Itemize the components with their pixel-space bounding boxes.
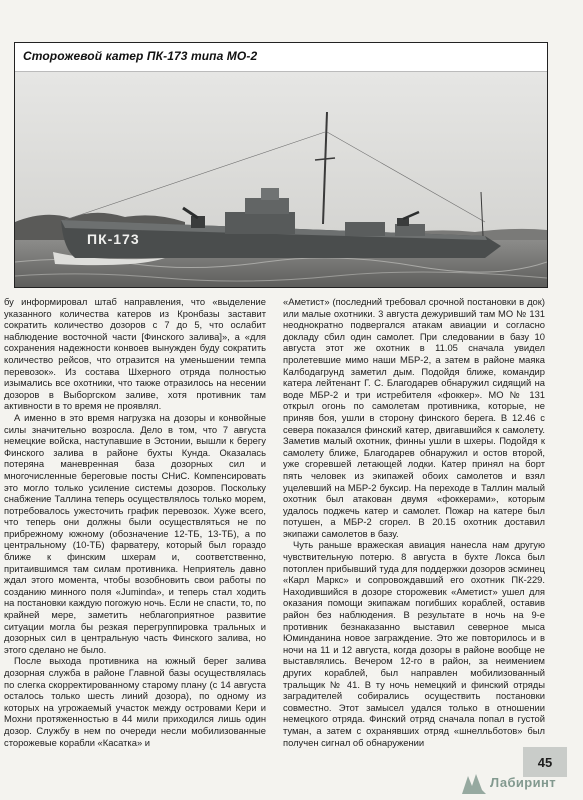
paragraph: А именно в это время нагрузка на дозоры и конвойные силы значительно возросла. Дело в том, что 7 августа немецкие войска, наступавшие в Эстонии, вышли к берегу Финского залива в районе бухты Кунда. Оказалась потеряна маневренная база дозорных сил и многочисленные береговые посты СНиС. Компенсировать это могло только усиление системы дозоров. Поскольку снабжение Таллина теперь осуществлялось только морем, потребовалось ужесточить график перевозок. Хуже всего, что теперь они должны были осуществляться не по прибрежному южному (обозначение 12-ТБ, 13-ТБ), а по центральному (10-ТБ) фарватеру, который был гораздо ближе к финским шхерам и, соответственно, притаившимся там силам противника. Неприятель давно ждал этого момента, чтобы возобновить свои работы по созданию минного поля «Juminda», и теперь стал ходить на постановки каждую погожую ночь. Если не спасти, то, по крайней мере, заметить неблагоприятное развитие ситуации могла бы резкая перегруппировка тральных и дозорных сил в центральную часть Финского залива, но этого сделано не было. — [4, 411, 266, 655]
paragraph: После выхода противника на южный берег залива дозорная служба в районе Главной базы осуществлялась по слегка скорректированному старому плану (с 14 августа осталось только шесть линий дозора), по одному из которых на угрожаемый участок между островами Кери и Мохни протяженностью в 44 мили приходился лишь один дозор. Службу в нем по очереди несли мобилизованные сторожевые корабли «Касатка» и — [4, 655, 266, 748]
paragraph: Чуть раньше вражеская авиация нанесла нам другую чувствительную потерю. 8 августа в бухте Локса был потоплен прибывший туда для поддержки дозоров эсминец «Карл Маркс» и сопровождавший его охотник ПК-229. Находившийся в дозоре сторожевик «Аметист» ушел для оказания помощи экипажам погибших кораблей, оставив район без наблюдения. В результате в ночь на 9-е противник безнаказанно выставил северное мыса Юминданина новое заграждение. Это же повторилось и в ночи на 11 и 12 августа, когда дозоры в районе вообще не выставлялись. Вечером 12-го в район, за неимением других кораблей, был направлен мобилизованный тральщик № 41. В ту ночь немецкий и финский отряды заградителей собирались осуществить постановки совместно. Этот замысел удался только в отношении немецкого отряда. Финский отряд сначала попал в густой туман, а затем с охранявших отряд «шнелльботов» был получен сигнал об обнаружении — [283, 539, 545, 748]
page-number: 45 — [523, 747, 567, 777]
watermark-text: Лабиринт — [490, 775, 557, 790]
left-column — [4, 296, 266, 748]
paragraph: бу информировал штаб направления, что «выделение указанного количества катеров из Кронбазы заставит сократить количество дозоров с 7 до 5, что ослабит наблюдение восточной части [Финского залива]», а «для сохранения надежности конвоев вынужден буду сократить количество рейсов, что отразится на уменьшении темпа перевозок». Из состава Шхерного отряда полностью изымались все охотники, что также отразилось на несении дозоров в Выборгском заливе, хотя противник там активности в то время не проявлял. — [4, 296, 266, 412]
caption-bar — [15, 43, 547, 72]
figure — [14, 42, 548, 288]
paragraph: «Аметист» (последний требовал срочной постановки в док) или малые охотники. 3 августа дежуривший там МО № 131 неоднократно подвергался атакам авиации и согласно докладу сбил один самолет. При следовании в базу 10 августа этот же охотник в 11.05 сначала увидел пролетевшие мимо наши МБР-2, а затем в районе маяка Калбодагрунд заметил дым. Подойдя ближе, командир катера лейтенант Г. С. Благодарев обнаружил сидящий на воде МБР-2 и три истребителя «фоккер». МО № 131 открыл огонь по самолетам противника, которые, не приняв боя, ушли в сторону финского берега. В 12.46 с севера показался финский катер, двигавшийся к самолету. Заметив малый охотник, финны ушли в шхеры. Подойдя к самолету ближе, Благодарев обнаружил и остов второй, уже сгоревшей летающей лодки. Катер принял на борт пять человек из экипажей обоих самолетов и взял уцелевший на МБР-2 буксир. На переходе в Таллин малый охотник был атакован двумя «фоккерами», которым удалось поджечь катер и самолет. Пожар на катере был потушен, а МБР-2 сгорел. В 20.15 охотник доставил экипажи самолетов в базу. — [283, 296, 545, 539]
hull-number: ПК-173 — [87, 231, 140, 247]
labyrinth-logo-icon — [460, 772, 488, 796]
right-column — [283, 296, 545, 748]
watermark — [458, 770, 580, 798]
patrol-boat-photo — [15, 72, 547, 287]
figure-caption: Сторожевой катер ПК-173 типа МО-2 — [23, 49, 258, 63]
